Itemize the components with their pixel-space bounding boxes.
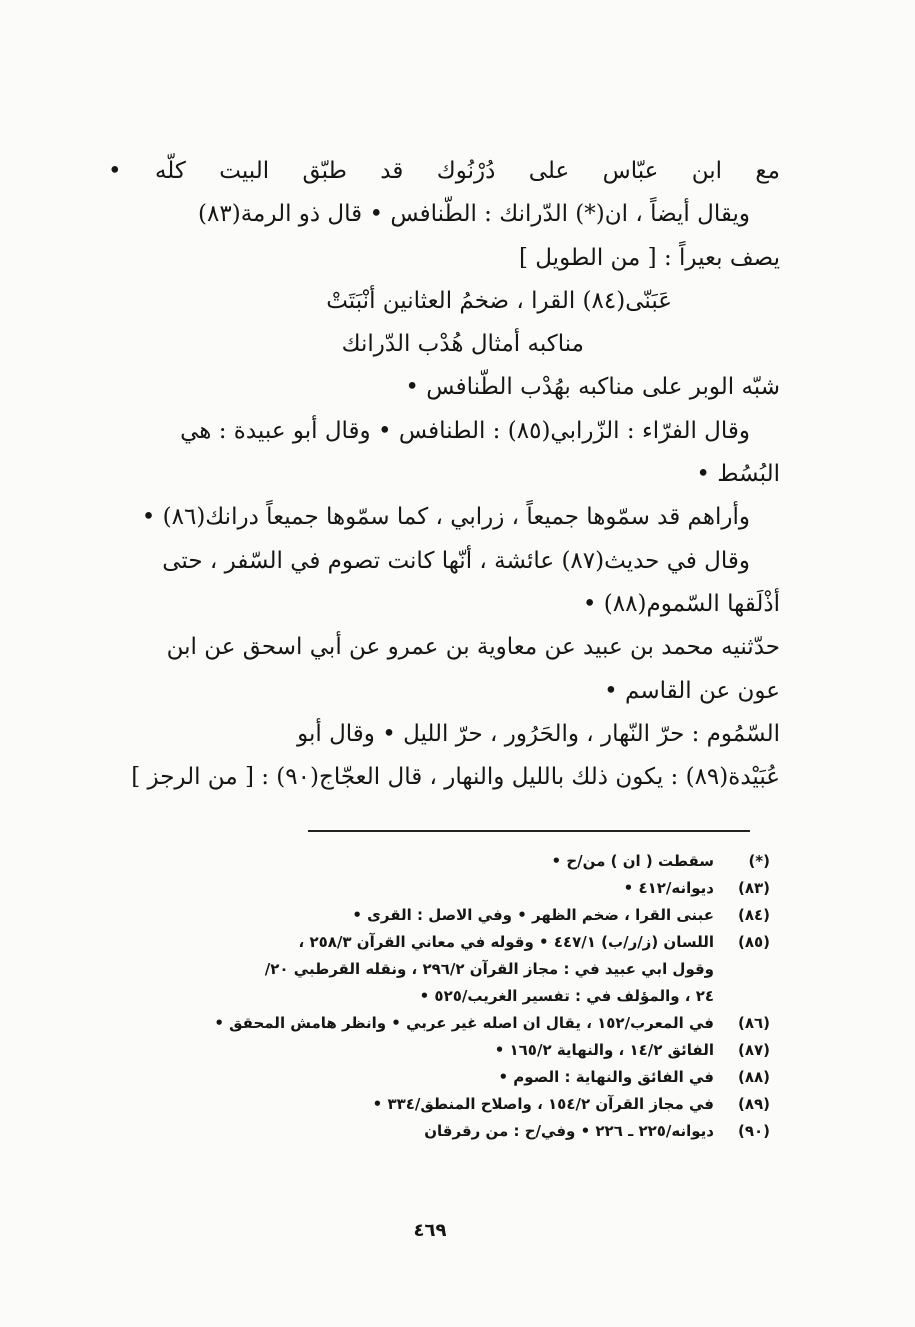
text-line: السّمُوم : حرّ النّهار ، والحَرُور ، حرّ الليل • وقال أبو [297,720,780,747]
text-line: شبّه الوبر على مناكبه بهُدْب الطّنافس • [405,374,780,401]
footnote-number: (٨٣) [737,879,770,897]
footnote-number: (٨٨) [737,1068,770,1086]
text-line: وأراهم قد سمّوها جميعاً ، زرابي ، كما سمّوها جميعاً درانك(٨٦) • [141,504,750,531]
footnote-text: عبنى القرا ، ضخم الظهر • وفي الاصل : القرى • [352,906,714,924]
text-line: أذْلَقها السّموم(٨٨) • [582,590,780,617]
text-line: وقال في حديث(٨٧) عائشة ، أنّها كانت تصوم في السّفر ، حتى [162,547,750,574]
text-line: يصف بعيراً : [ من الطويل ] [518,244,780,271]
footnote [180,1118,770,1145]
footnote-text: الفائق ١٤/٢ ، والنهاية ١٦٥/٢ • [494,1041,714,1059]
text-line: ويقال أيضاً ، ان(*) الدّرانك : الطّنافس • قال ذو الرمة(٨٣) [198,201,750,228]
text-line: البُسُط • [696,461,780,488]
footnote-text: ديوانه/٢٢٥ ـ ٢٢٦ • وفي/ح : من رقرقان [424,1122,714,1140]
footnote [180,1091,770,1118]
footnote-text: ديوانه/٤١٢ • [623,879,714,897]
footnote-number: (٨٧) [737,1041,770,1059]
footnote [180,848,770,875]
footnote-number: (٩٠) [737,1122,770,1140]
page-number: ٤٦٩ [413,1220,447,1241]
text-line: وقال الفرّاء : الزّرابي(٨٥) : الطنافس • وقال أبو عبيدة : هي [180,417,750,444]
footnote [180,1037,770,1064]
footnote-text: في المعرب/١٥٢ ، يقال ان اصله غير عربي • وانظر هامش المحقق • [214,1014,714,1032]
text-line: عُبَيْدة(٨٩) : يكون ذلك بالليل والنهار ، قال العجّاج(٩٠) : [ من الرجز ] [131,764,780,791]
footnote-separator [308,830,750,832]
footnote-text: اللسان (ز/ر/ب) ٤٤٧/١ • وقوله في معاني القرآن ٢٥٨/٣ ، وقول ابي عبيد في : مجاز القرآن ٢٩٦/٢ ، ونقله القرطبي ٢٠/ ٢٤ ، والمؤلف في : تفسير الغريب/٥٢٥ • [264,933,714,1005]
verse-line: مناكبه أمثال هُدْب الدّرانك [341,331,584,358]
main-text [108,150,780,799]
text-line: مع ابن عبّاس على دُرْنُوك قد طبّق البيت كلّه • [108,158,780,184]
text-line: عون عن القاسم • [604,677,780,704]
footnote-text: في الفائق والنهاية : الصوم • [498,1068,714,1086]
footnote-number: (٨٩) [737,1095,770,1113]
footnotes [180,848,770,1145]
footnote [180,902,770,929]
footnote [180,1064,770,1091]
footnote-number: (٨٤) [737,906,770,924]
text-line: حدّثنيه محمد بن عبيد عن معاوية بن عمرو عن أبي اسحق عن ابن [166,634,780,661]
footnote-number: (٨٦) [737,1014,770,1032]
footnote [180,1010,770,1037]
footnote-number: (٨٥) [737,933,770,951]
footnote-number: (*) [748,852,770,870]
footnote-text: في مجاز القرآن ١٥٤/٢ ، واصلاح المنطق/٣٣٤ • [372,1095,714,1113]
footnote [180,875,770,902]
verse-line: عَبَنّى(٨٤) القرا ، ضخمُ العثانين أنْبَتَتْ [326,287,672,314]
footnote [180,929,770,1010]
footnote-text: سقطت ( ان ) من/ح • [551,852,714,870]
